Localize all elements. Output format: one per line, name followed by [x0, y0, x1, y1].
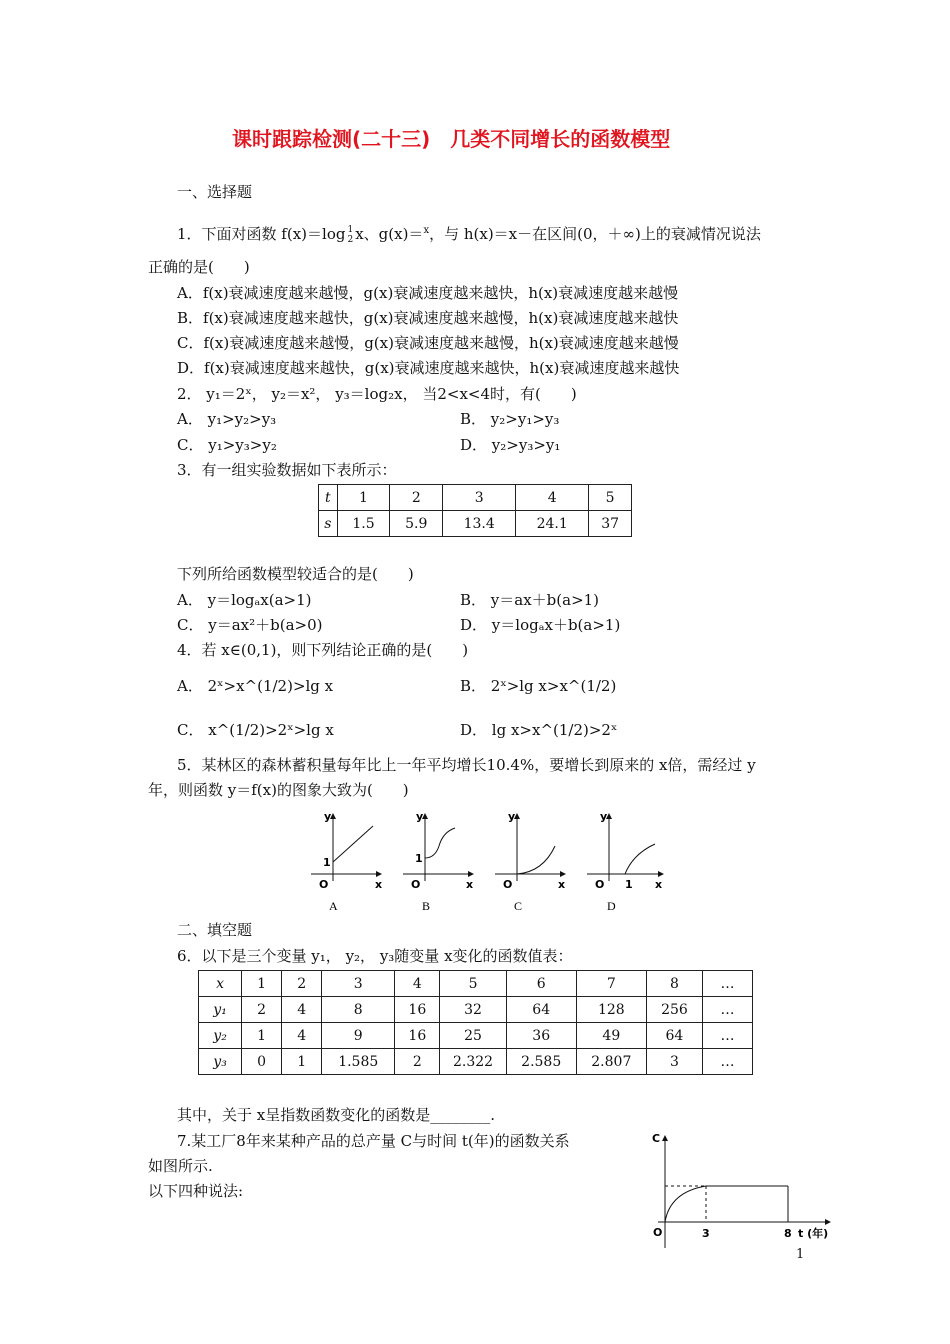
q3-stem: 3．有一组实验数据如下表所示：: [177, 461, 397, 479]
q5-graphs: [303, 806, 683, 911]
q4-option-d: D． lg x>x^(1/2)>2ˣ: [460, 721, 618, 739]
q6-ask: 其中，关于 x呈指数函数变化的函数是________.: [177, 1106, 495, 1124]
table-cell: 3: [443, 485, 516, 511]
table-cell: 13.4: [443, 511, 516, 537]
graph-d-y-label: y: [600, 810, 608, 823]
q1-option-c: C．f(x)衰减速度越来越慢，g(x)衰减速度越来越慢，h(x)衰减速度越来越慢: [177, 334, 679, 352]
q1-stem-part-a: 1．下面对函数 f(x)＝log: [177, 225, 346, 243]
table-cell: 64: [506, 997, 576, 1023]
section-heading-choice: 一、选择题: [177, 183, 253, 201]
table-cell: 4: [395, 971, 440, 997]
table-row: [199, 1023, 753, 1049]
table-row: [319, 511, 632, 537]
table-cell: 1: [242, 971, 282, 997]
q7-y-label: C: [652, 1132, 661, 1145]
q1-option-d: D．f(x)衰减速度越来越快，g(x)衰减速度越来越快，h(x)衰减速度越来越快: [177, 359, 680, 377]
table-cell: 16: [395, 1023, 440, 1049]
table-cell: y₂: [199, 1023, 242, 1049]
graph-a-y-label: y: [324, 810, 332, 823]
graph-c-y-label: y: [508, 810, 516, 823]
table-cell: 2.807: [576, 1049, 646, 1075]
log-base-num: 1: [347, 225, 354, 235]
q1-option-a: A．f(x)衰减速度越来越慢，g(x)衰减速度越来越快，h(x)衰减速度越来越慢: [177, 284, 679, 302]
table-cell: s: [319, 511, 338, 537]
q3-option-a: A． y＝logₐx(a>1): [177, 591, 312, 609]
graph-d-origin: O: [595, 878, 605, 891]
q1-sup-x: x: [423, 225, 430, 236]
q1-stem-part-b: x、g(x)＝: [355, 225, 424, 243]
table-cell: 9: [322, 1023, 395, 1049]
graph-a-one: 1: [323, 856, 331, 869]
table-cell: 32: [440, 997, 506, 1023]
q3-data-table: [318, 484, 632, 537]
table-row: [199, 1049, 753, 1075]
table-cell: y₁: [199, 997, 242, 1023]
q3-option-b: B． y＝ax＋b(a>1): [460, 591, 600, 609]
table-cell: 2: [395, 1049, 440, 1075]
q6-data-table: [198, 970, 753, 1075]
q4-stem: 4．若 x∈(0,1)，则下列结论正确的是( ): [177, 641, 469, 659]
log-base-den: 2: [347, 235, 354, 245]
q1-stem-continued: 正确的是( ): [148, 258, 250, 276]
table-cell: …: [703, 1023, 753, 1049]
table-cell: …: [703, 1049, 753, 1075]
table-cell: 36: [506, 1023, 576, 1049]
table-cell: 2.585: [506, 1049, 576, 1075]
q4-option-c: C． x^(1/2)>2ˣ>lg x: [177, 721, 334, 739]
graph-c: [495, 810, 565, 911]
q7-origin: O: [653, 1226, 663, 1239]
q4-option-a: A． 2ˣ>x^(1/2)>lg x: [177, 677, 334, 695]
q3-option-c: C． y＝ax²＋b(a>0): [177, 616, 323, 634]
table-cell: 4: [516, 485, 589, 511]
q7-statements-intro: 以下四种说法:: [148, 1182, 244, 1200]
q1-option-b: B．f(x)衰减速度越来越快，g(x)衰减速度越来越慢，h(x)衰减速度越来越快: [177, 309, 679, 327]
table-row: [319, 485, 632, 511]
q7-tick-3: 3: [702, 1227, 710, 1240]
graph-a: [311, 810, 382, 911]
q2-option-d: D． y₂>y₃>y₁: [460, 436, 561, 454]
q2-option-c: C． y₁>y₃>y₂: [177, 436, 277, 454]
graph-b-one: 1: [415, 852, 423, 865]
table-cell: 8: [646, 971, 702, 997]
table-cell: 3: [646, 1049, 702, 1075]
table-cell: 1: [337, 485, 390, 511]
graph-a-origin: O: [319, 878, 329, 891]
table-cell: y₃: [199, 1049, 242, 1075]
graph-b-origin: O: [411, 878, 421, 891]
graph-b-caption: B: [422, 899, 431, 911]
table-cell: 5: [589, 485, 632, 511]
graph-c-origin: O: [503, 878, 513, 891]
table-cell: 4: [282, 997, 322, 1023]
table-cell: 2: [242, 997, 282, 1023]
graph-a-x-label: x: [375, 878, 383, 891]
table-cell: 3: [322, 971, 395, 997]
section-heading-fill: 二、填空题: [177, 921, 253, 939]
table-cell: 16: [395, 997, 440, 1023]
table-cell: 1.585: [322, 1049, 395, 1075]
log-base: [347, 225, 353, 245]
q2-option-b: B． y₂>y₁>y₃: [460, 410, 560, 428]
table-cell: 1: [242, 1023, 282, 1049]
q5-stem: 5．某林区的森林蓄积量每年比上一年平均增长10.4%，要增长到原来的 x倍，需经过 y: [177, 756, 756, 774]
graph-d-caption: D: [607, 899, 616, 911]
graph-c-caption: C: [514, 899, 523, 911]
table-cell: 256: [646, 997, 702, 1023]
table-cell: …: [703, 971, 753, 997]
graph-d-one: 1: [625, 878, 633, 891]
q7-x-label: t (年): [798, 1227, 829, 1240]
graph-b-x-label: x: [466, 878, 474, 891]
table-cell: 25: [440, 1023, 506, 1049]
table-cell: t: [319, 485, 338, 511]
q3-ask: 下列所给函数模型较适合的是( ): [177, 565, 414, 583]
q5-stem-continued: 年，则函数 y＝f(x)的图象大致为( ): [148, 781, 409, 799]
graph-d-x-label: x: [655, 878, 663, 891]
q1-stem: [177, 221, 761, 245]
table-row: [199, 971, 753, 997]
q7-graph: [648, 1128, 833, 1258]
table-cell: 37: [589, 511, 632, 537]
q7-stem: 7.某工厂8年来某种产品的总产量 C与时间 t(年)的函数关系: [177, 1132, 570, 1150]
table-cell: x: [199, 971, 242, 997]
graph-d: [587, 810, 663, 911]
table-cell: 5: [440, 971, 506, 997]
page-number: 1: [796, 1247, 805, 1262]
q4-option-b: B． 2ˣ>lg x>x^(1/2): [460, 677, 617, 695]
graph-b: [403, 810, 473, 911]
table-cell: 49: [576, 1023, 646, 1049]
table-cell: 1: [282, 1049, 322, 1075]
table-row: [199, 997, 753, 1023]
q7-tick-8: 8: [784, 1227, 792, 1240]
table-cell: 1.5: [337, 511, 390, 537]
graph-b-y-label: y: [416, 810, 424, 823]
table-cell: 0: [242, 1049, 282, 1075]
graph-c-x-label: x: [558, 878, 566, 891]
table-cell: …: [703, 997, 753, 1023]
table-cell: 64: [646, 1023, 702, 1049]
q2-stem: 2． y₁＝2ˣ， y₂＝x²， y₃＝log₂x， 当2<x<4时，有( ): [177, 385, 577, 403]
q7-stem-continued: 如图所示.: [148, 1157, 213, 1175]
page-title: 课时跟踪检测(二十三) 几类不同增长的函数模型: [232, 127, 671, 151]
table-cell: 6: [506, 971, 576, 997]
table-cell: 7: [576, 971, 646, 997]
q2-option-a: A． y₁>y₂>y₃: [177, 410, 277, 428]
table-cell: 5.9: [390, 511, 443, 537]
table-cell: 24.1: [516, 511, 589, 537]
table-cell: 128: [576, 997, 646, 1023]
q3-option-d: D． y＝logₐx＋b(a>1): [460, 616, 621, 634]
table-cell: 2: [390, 485, 443, 511]
q1-stem-part-c: ，与 h(x)＝x－在区间(0，＋∞)上的衰减情况说法: [429, 225, 761, 243]
table-cell: 2: [282, 971, 322, 997]
table-cell: 8: [322, 997, 395, 1023]
table-cell: 2.322: [440, 1049, 506, 1075]
q6-stem: 6．以下是三个变量 y₁， y₂， y₃随变量 x变化的函数值表：: [177, 947, 573, 965]
table-cell: 4: [282, 1023, 322, 1049]
graph-a-caption: A: [329, 899, 338, 911]
